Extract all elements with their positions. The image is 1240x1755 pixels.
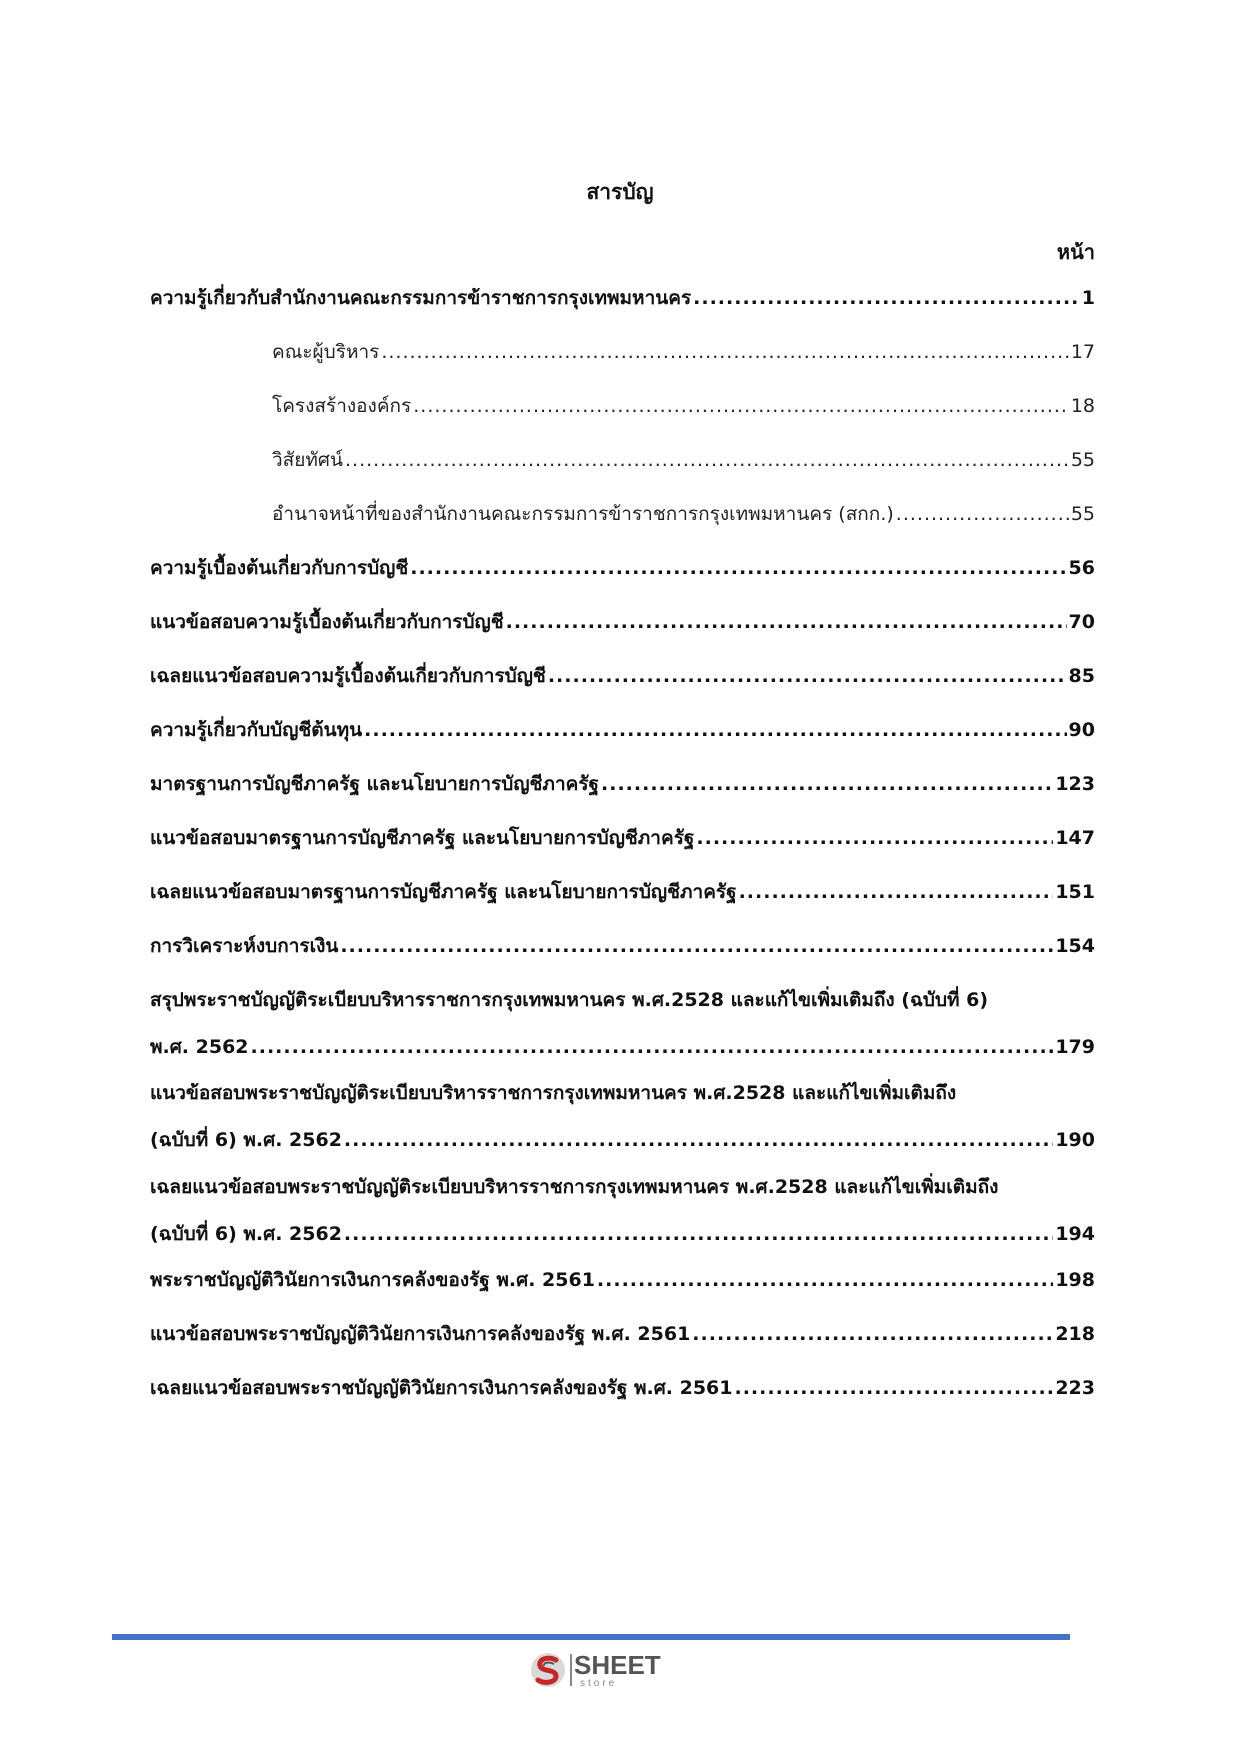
toc-entry [150, 499, 1095, 529]
toc-leader-dots [693, 283, 1080, 313]
toc-entry-title: แนวข้อสอบมาตรฐานการบัญชีภาครัฐ และนโยบายการบัญชีภาครัฐ [150, 827, 695, 849]
logo-divider [570, 1654, 572, 1686]
page-title: สารบัญ [586, 180, 654, 204]
toc-leader-dots [251, 1032, 1054, 1062]
toc-entry [150, 391, 1095, 421]
toc-entry-title: มาตรฐานการบัญชีภาครัฐ และนโยบายการบัญชีภาครัฐ [150, 773, 600, 795]
toc-entry [150, 553, 1095, 583]
toc-leader-dots [597, 1265, 1053, 1295]
toc-entry-page: 55 [1070, 503, 1095, 525]
toc-leader-dots [696, 823, 1053, 853]
toc-entry-title: ความรู้เบื้องต้นเกี่ยวกับการบัญชี [150, 557, 409, 579]
toc-entry [150, 931, 1095, 961]
toc-entry-first-line: สรุปพระราชบัญญัติระเบียบบริหารราชการกรุงเทพมหานคร พ.ศ.2528 และแก้ไขเพิ่มเติมถึง (ฉบับที่ 6) [150, 989, 989, 1011]
toc-leader-dots [735, 1373, 1054, 1403]
toc-leader-dots [692, 1319, 1053, 1349]
toc-entry-first-line: แนวข้อสอบพระราชบัญญัติระเบียบบริหารราชการกรุงเทพมหานคร พ.ศ.2528 และแก้ไขเพิ่มเติมถึง [150, 1082, 957, 1104]
toc-entry [150, 1265, 1095, 1295]
toc-entry-title: เฉลยแนวข้อสอบมาตรฐานการบัญชีภาครัฐ และนโยบายการบัญชีภาครัฐ [150, 881, 737, 903]
page-column-header: หน้า [1056, 240, 1095, 264]
toc-entry [150, 337, 1095, 367]
toc-entry-title: เฉลยแนวข้อสอบความรู้เบื้องต้นเกี่ยวกับการบัญชี [150, 665, 546, 687]
toc-entry-title: (ฉบับที่ 6) พ.ศ. 2562 [150, 1129, 342, 1151]
logo-text: SHEET [574, 1650, 661, 1680]
toc-entry-title: อำนาจหน้าที่ของสำนักงานคณะกรรมการข้าราชการกรุงเทพมหานคร (สกก.) [272, 503, 894, 525]
toc-entry-title: การวิเคราะห์งบการเงิน [150, 935, 339, 957]
toc-entry-title: แนวข้อสอบพระราชบัญญัติวินัยการเงินการคลังของรัฐ พ.ศ. 2561 [150, 1323, 691, 1345]
toc-entry [150, 1078, 1095, 1155]
toc-entry-title: ความรู้เกี่ยวกับสำนักงานคณะกรรมการข้าราชการกรุงเทพมหานคร [150, 287, 692, 309]
sheet-store-s-icon [530, 1650, 566, 1690]
logo-subtext: store [580, 1678, 618, 1689]
toc-entry [150, 715, 1095, 745]
toc-entry [150, 1373, 1095, 1403]
toc-leader-dots [410, 553, 1066, 583]
toc-leader-dots [506, 607, 1067, 637]
toc-entry-page: 179 [1055, 1036, 1095, 1058]
toc-leader-dots [364, 715, 1066, 745]
toc-entry-first-line: เฉลยแนวข้อสอบพระราชบัญญัติระเบียบบริหารราชการกรุงเทพมหานคร พ.ศ.2528 และแก้ไขเพิ่มเติมถึง [150, 1176, 999, 1198]
toc-entry-title: เฉลยแนวข้อสอบพระราชบัญญัติวินัยการเงินการคลังของรัฐ พ.ศ. 2561 [150, 1377, 733, 1399]
toc-entry [150, 607, 1095, 637]
toc-entry-page: 55 [1070, 449, 1095, 471]
toc-leader-dots [601, 769, 1053, 799]
toc-entry-title: แนวข้อสอบความรู้เบื้องต้นเกี่ยวกับการบัญชี [150, 611, 504, 633]
toc-entry-page: 198 [1055, 1269, 1095, 1291]
toc-leader-dots [340, 931, 1053, 961]
toc-entry-title: คณะผู้บริหาร [272, 341, 380, 363]
toc-entry [150, 283, 1095, 313]
footer-rule [112, 1634, 1070, 1640]
toc-entry-page: 90 [1068, 719, 1095, 741]
toc-entry-title: พระราชบัญญัติวินัยการเงินการคลังของรัฐ พ.ศ. 2561 [150, 1269, 595, 1291]
toc-entry-title: พ.ศ. 2562 [150, 1036, 249, 1058]
toc-entry [150, 769, 1095, 799]
toc-entry-title: ความรู้เกี่ยวกับบัญชีต้นทุน [150, 719, 363, 741]
toc-entry-page: 194 [1055, 1223, 1095, 1245]
toc-entry-page: 70 [1068, 611, 1095, 633]
toc-entry-page: 151 [1055, 881, 1095, 903]
toc-entry [150, 1319, 1095, 1349]
toc-entry-page: 85 [1068, 665, 1095, 687]
toc-entry [150, 661, 1095, 691]
toc-leader-dots [548, 661, 1067, 691]
toc-entry-page: 123 [1055, 773, 1095, 795]
toc-leader-dots [381, 337, 1068, 367]
toc-entry [150, 445, 1095, 475]
toc-entry-page: 18 [1070, 395, 1095, 417]
toc-leader-dots [896, 499, 1069, 529]
toc-entry [150, 823, 1095, 853]
toc-entry-title: โครงสร้างองค์กร [272, 395, 412, 417]
toc-entry-title: วิสัยทัศน์ [272, 449, 343, 471]
sheet-store-logo [530, 1648, 720, 1692]
toc-entry [150, 877, 1095, 907]
toc-entry-page: 223 [1055, 1377, 1095, 1399]
toc-entry-page: 218 [1055, 1323, 1095, 1345]
toc-entry-page: 154 [1055, 935, 1095, 957]
toc-leader-dots [345, 445, 1069, 475]
toc-leader-dots [344, 1219, 1053, 1249]
toc-entry-title: (ฉบับที่ 6) พ.ศ. 2562 [150, 1223, 342, 1245]
toc-entry [150, 985, 1095, 1062]
toc-entry-page: 17 [1070, 341, 1095, 363]
toc-leader-dots [739, 877, 1054, 907]
toc-leader-dots [413, 391, 1069, 421]
toc-leader-dots [344, 1125, 1053, 1155]
toc-entry-page: 147 [1055, 827, 1095, 849]
toc-entry-page: 56 [1068, 557, 1095, 579]
toc-entry [150, 1172, 1095, 1249]
toc-entry-page: 190 [1055, 1129, 1095, 1151]
toc-entry-page: 1 [1081, 287, 1095, 309]
